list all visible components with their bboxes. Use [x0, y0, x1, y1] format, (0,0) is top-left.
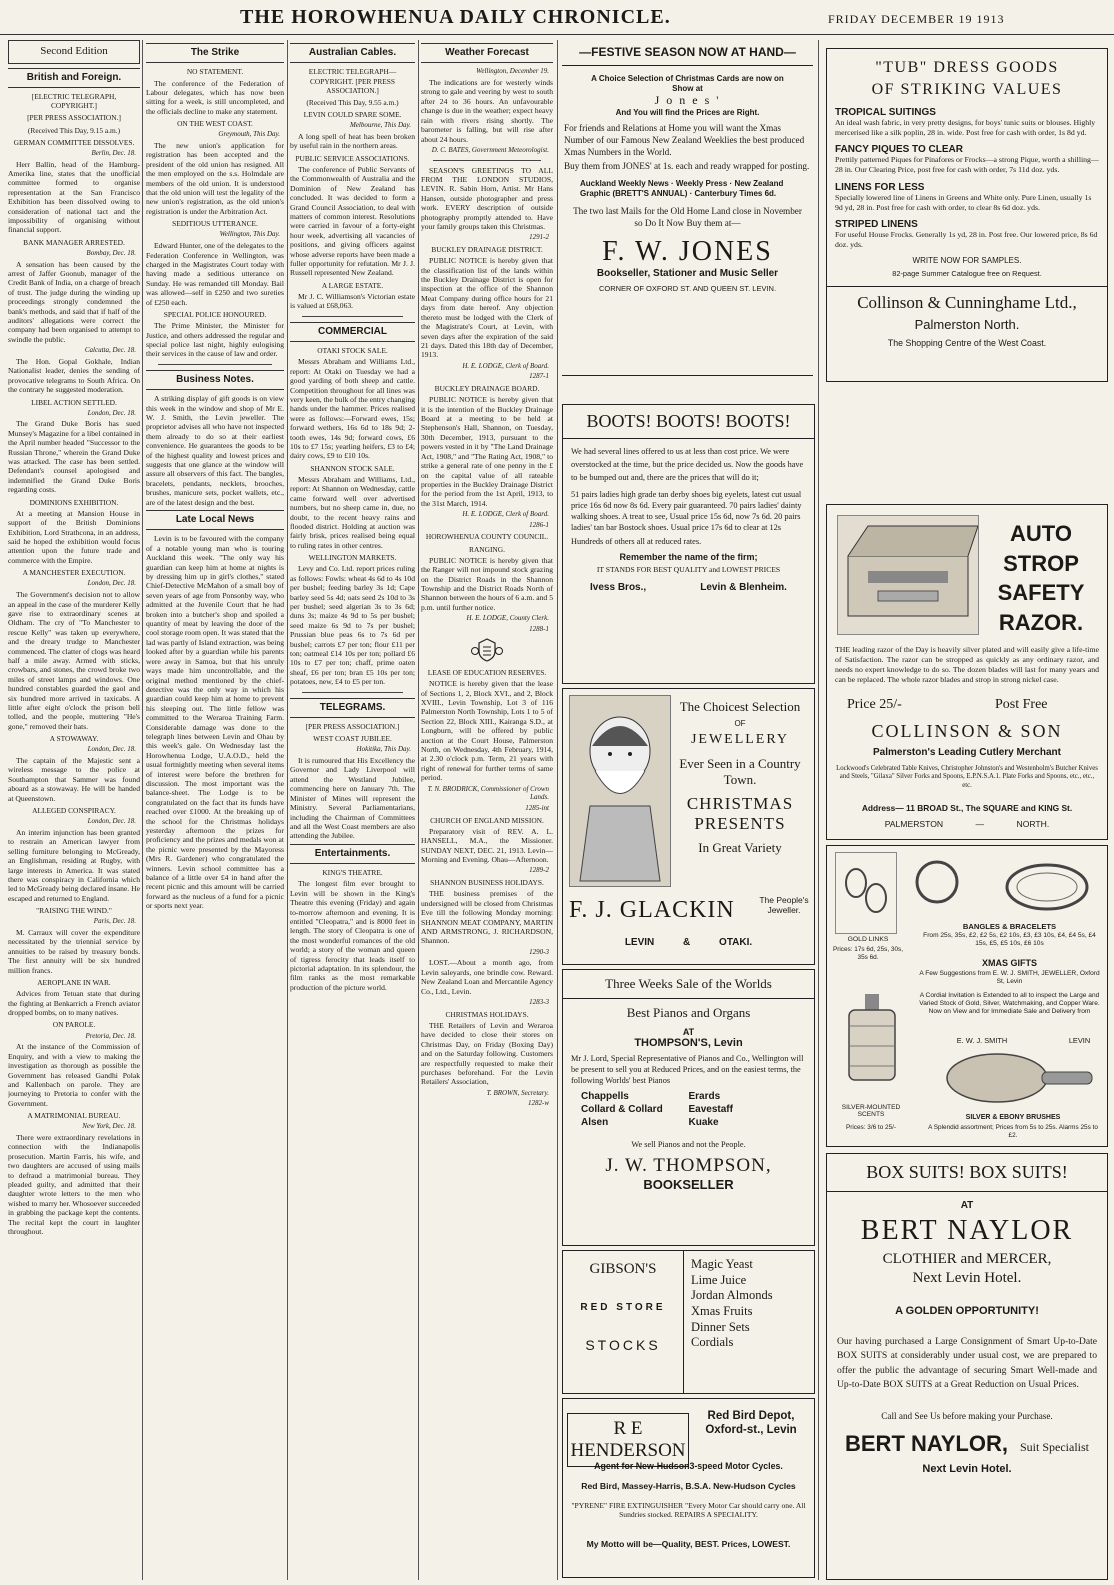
- ad-shop-name: E. W. J. SMITH: [956, 1036, 1008, 1045]
- notice-title: BUCKLEY DRAINAGE DISTRICT.: [431, 245, 543, 255]
- ad-paragraph: THE leading razor of the Day is heavily silver plated and will easily give a life-time of Satisfaction. The razor can be stropped as quickly as any ordinary razor, and needs no expert knowledge to do so. The dozen blades will last for many years and can be replaced. The whole razor blades and strop in strong nickel case.: [835, 645, 1099, 685]
- item-text: Advices from Tetuan state that during the fighting at Benkarrich a French aviator dropped bombs, on to many natives.: [8, 989, 140, 1018]
- item-place: Wellington, This Day.: [219, 230, 280, 239]
- ad-item-title: LINENS FOR LESS: [835, 181, 925, 193]
- item-title: PUBLIC SERVICE ASSOCIATIONS.: [295, 153, 410, 163]
- item-text: M. Carraux will cover the expenditure necessitated by the triennial service by annuities to be raised by treasury bonds. The first annuity will be six hundred million francs.: [8, 928, 140, 975]
- ad-heading: BOOTS! BOOTS! BOOTS!: [563, 405, 814, 439]
- section-heading: Entertainments.: [290, 844, 415, 864]
- ad-paragraph: 51 pairs ladies high grade tan derby shoes big eyelets, latest cut usual price 16s 6d now 8s 6d. Every pair guaranteed. 70 pairs ladies' dainty walking shoes. A treat to see, Usual price 15s 6d, now 7s 6d. 20 pairs ladies' tan bar Bostock shoes. Usual price 17s 6d to clear at 12s: [571, 489, 802, 533]
- notice-ref: 1285-int: [525, 803, 549, 812]
- section-heading: TELEGRAMS.: [290, 698, 415, 718]
- notice-text: PUBLIC NOTICE is hereby given that the classification list of the lands within the Buckley Drainage District is open for inspection at the office of the Shannon Meat Company during office hours for 21 days from date hereof. Any objection thereto must be lodged with the Clerk of the Magistrate's Court, at Levin, with seven days after the expiration of the said 21 days. Dated this 18th day of December, 1913.: [421, 256, 553, 360]
- ad-line: Next Levin Hotel.: [922, 1462, 1012, 1475]
- divider: [302, 316, 403, 317]
- piano-brand: Chappells: [581, 1091, 629, 1103]
- ad-item-title: STRIPED LINENS: [835, 218, 918, 230]
- ad-paragraph: Mr J. Lord, Special Representative of Pianos and Co., Wellington will be present to sell you at Reduced Prices, and on the easiest terms, the following Worlds' best Pianos: [571, 1054, 804, 1085]
- notice-ref: 1290-3: [529, 947, 549, 956]
- ad-towns: LEVIN & OTAKI.: [624, 937, 753, 948]
- ad-item-text: Specially lowered line of Linens in Greens and White only. Pure Linen, usually 1s 9d yd, 28 in. Post free for cash with order, to clear 8s 6d doz. yds.: [835, 192, 1092, 212]
- section-heading: The Strike: [146, 43, 284, 63]
- notice-text: PUBLIC NOTICE is hereby given that the Ranger will not impound stock grazing on the District Roads in the Shannon Township and the District Roads North of Shannon between the hours of 6 a.m. and 5 p.m. until further notice.: [421, 555, 553, 612]
- ad-line: THOMPSON'S, Levin: [634, 1037, 743, 1049]
- ad-festive-season-jones: [562, 40, 813, 376]
- notice-sign: H. E. LODGE, Clerk of Board.: [462, 361, 549, 370]
- edition-label: Second Edition: [8, 40, 140, 64]
- ad-glackin-jeweller: [562, 688, 815, 965]
- ad-henderson-cycles: [562, 1398, 815, 1578]
- ad-line: Ever Seen in a Country Town.: [679, 756, 801, 787]
- ad-shop-name: GIBSON'S: [589, 1261, 657, 1277]
- notice-text: NOTICE is hereby given that the lease of Sections 1, 2, Block XVI., and 2, Block XVIII., Levin Township, Lot 3 of 116 Palmerston North Township, Lots 1 to 5 of Section 22, Block XIII., Kairanga S.D., at Longburn, will be offered by public auction at the Court House, Palmerston North, on Wednesday, 4th February, 1914, at 2.30 o'clock p.m. Term, 21 years with right of renewal for further terms of same period.: [421, 679, 553, 783]
- coat-of-arms-icon: [421, 637, 553, 665]
- item-place: London, Dec. 18.: [87, 817, 136, 826]
- notice-text: LOST.—About a month ago, from Levin saleyards, one brindle cow. Reward. New Zealand Loan and Mercantile Agency Co., Ltd., Levin.: [421, 958, 553, 996]
- ad-paragraph: We had several lines offered to us at less than cost price. We were overstocked at the time, but the price decided us. Now the goods have to be bumped out and, there are the prices that will do it;: [571, 447, 804, 482]
- item-title: KING'S THEATRE.: [322, 868, 383, 878]
- ad-line: 82-page Summer Catalogue free on Request.: [892, 269, 1042, 278]
- notice-title: LEASE OF EDUCATION RESERVES.: [427, 668, 547, 677]
- stock-item: Lime Juice: [691, 1272, 747, 1287]
- ad-line: Best Pianos and Organs: [626, 1005, 751, 1020]
- notice-ref: 1291-2: [529, 233, 549, 242]
- received-line: (Received This Day, 9.15 a.m.): [27, 125, 121, 135]
- divider: [433, 160, 541, 161]
- item-place: London, Dec. 18.: [87, 745, 136, 754]
- item-text: The longest film ever brought to Levin will be shown in the King's Theatre this evening (Friday) and again to-morrow afternoon and evening. It is entitled "Cleopatra," and is 8000 feet in length. The story of Cleopatra is one of the most wonderful romances of the old world; a story of the woman and queen of tigress ferocity that leads itself to pictorial adaptation. In its splendour, the film ranks as the most remarkable production of the picture world.: [290, 879, 415, 992]
- item-title: A LARGE ESTATE.: [321, 280, 384, 290]
- item-text: The conference of Public Servants of the Commonwealth of Australia and the Dominion of New Zealand has concluded. It was decided to form a Grand Council Association, to deal with matters of common interest. Resolutions were carried in favour of a forty-eight hour week, advertising all vacancies of positions, and giving officers against whose adverse reports have been made a fuller opportunity for refutation. Mr J. J. Russell represented New Zealand.: [290, 164, 415, 278]
- ad-paragraph: The two last Mails for the Old Home Land close in November so Do It Now Buy them at—: [573, 205, 802, 228]
- credit-line: [PER PRESS ASSOCIATION.]: [27, 113, 121, 123]
- ad-firm: Ivess Bros.,: [590, 582, 647, 594]
- ad-heading: RAZOR.: [998, 610, 1084, 636]
- item-text: The new union's application for registration has been accepted and the president of the old union has resigned. All the men employed on the s.s. Holmdale are members of the old union. It is understood that the old union will test the legality of the new union's registration, as the old union's registration is under the Arbitration Act.: [146, 141, 284, 216]
- ad-line: In Great Variety: [698, 840, 782, 855]
- item-title: NO STATEMENT.: [186, 67, 244, 77]
- ad-line: Post Free: [995, 697, 1048, 712]
- ad-paragraph: For friends and Relations at Home you will want the Xmas Number of our Famous New Zealand Weeklies the best produced Xmas Numbers in the World.: [564, 123, 805, 158]
- item-title: SEDITIOUS UTTERANCE.: [172, 219, 258, 229]
- ad-shop-name: R E HENDERSON: [567, 1413, 689, 1467]
- ad-line: My Motto will be—Quality, BEST. Prices, LOWEST.: [586, 1539, 791, 1549]
- item-text: The Prime Minister, the Minister for Justice, and others addressed the regular and special police last night, highly eulogising their services in the cause of law and order.: [146, 321, 284, 359]
- ad-item-text: Prettily patterned Piques for Pinafores or Frocks—a strong Pique, worth a shilling—28 in. Our Clearing Price, post free for cash with order, 7s 11d doz. yds.: [835, 155, 1099, 175]
- santa-illustration: [569, 695, 671, 887]
- item-text: At the instance of the Commission of Enquiry, and with a view to making the investigation as thorough as possible the Government has released Gandhi Polak and Kallenbach on parole. They are journeying to Pretoria to confer with the Government.: [8, 1042, 140, 1108]
- item-text: A long spell of heat has been broken by useful rain in the northern areas.: [290, 131, 415, 151]
- ad-heading: OF STRIKING VALUES: [871, 81, 1063, 98]
- ad-line: A GOLDEN OPPORTUNITY!: [895, 1305, 1039, 1317]
- ad-auto-strop-razor: [826, 504, 1108, 840]
- ad-heading: SAFETY: [997, 580, 1085, 606]
- ad-item-text: A Few Suggestions from E. W. J. SMITH, JEWELLER, Oxford St, Levin: [919, 970, 1100, 986]
- ad-smith-xmas-gifts: [826, 845, 1108, 1147]
- item-text: A sensation has been caused by the arrest of Jaffer Goonub, manager of the Credit Bank of India, on a charge of breach of trust. The judge during the winding up proceedings strongly condemned the bank's methods, and said that if half of the auditors' allegations were correct the company had been organised to attempt to swindle the public.: [8, 259, 140, 344]
- item-place: Berlin, Dec. 18.: [91, 148, 136, 157]
- ad-price: Price 25/-: [847, 697, 902, 712]
- ad-tub-dress-goods: [826, 48, 1108, 382]
- item-title: A STOWAWAY.: [49, 734, 99, 744]
- credit-line: [ELECTRIC TELEGRAPH, COPYRIGHT.]: [31, 92, 117, 111]
- notice-title: BUCKLEY DRAINAGE BOARD.: [434, 384, 540, 394]
- ad-item-title: SILVER-MOUNTED SCENTS: [841, 1104, 901, 1118]
- ad-line: JEWELLERY: [690, 732, 790, 747]
- ad-item-title: BANGLES & BRACELETS: [962, 922, 1057, 931]
- item-place: New York, Dec. 18.: [82, 1122, 136, 1131]
- item-text: Herr Ballin, head of the Hamburg-Amerika line, states that the unofficial committee formed to organise representation at the San Francisco Exhibition has been dissolved owing to consideration of national tact and the impossibility of organising without financial support.: [8, 159, 140, 235]
- notice-text: SEASON'S GREETINGS TO ALL FROM THE LONDON STUDIOS, LEVIN. R. Sabin Horn, Artist. Mr Hans Hansen, outside photographer and press work. EVERY description of outside photography promptly attended to. Have your family groups taken this Christmas.: [421, 165, 553, 232]
- ad-tag: The People's Jeweller.: [759, 895, 809, 915]
- item-text: The conference of the Federation of Labour delegates, which has now been sitting for a week, is still uncompleted, and the officials decline to make any statement.: [146, 78, 284, 116]
- item-place: Hokitika, This Day.: [356, 745, 411, 754]
- ad-firm: COLLINSON & SON: [871, 721, 1063, 741]
- item-sign: D. C. BATES, Government Meteorologist.: [431, 145, 549, 154]
- item-title: "RAISING THE WIND.": [36, 906, 112, 916]
- issue-date: FRIDAY DECEMBER 19 1913: [828, 12, 1005, 26]
- razor-case-icon: [837, 515, 979, 635]
- section-heading: COMMERCIAL: [290, 322, 415, 342]
- ad-item-title: GOLD LINKS: [847, 936, 889, 943]
- notice-ref: 1287-1: [529, 372, 549, 381]
- item-text: The Grand Duke Boris has sued Munsey's Magazine for a libel contained in the April number headed "Successor to the Russian Throne," wherein the Grand Duke was attacked. The case has been settled. Defendant's counsel apologised and indemnified the Grand Duke Boris regarding costs.: [8, 419, 140, 495]
- column-british-foreign: [8, 40, 140, 1580]
- ad-line: AT: [960, 1200, 974, 1211]
- ad-item-text: From 25s, 35s, £2, £2 5s, £2 10s, £3, £3 10s, £4, £4 5s, £4 15s, £5, £5 10s, £6 10s: [923, 932, 1096, 948]
- ad-line: Red Bird, Massey-Harris, B.S.A. New-Hudson Cycles: [581, 1481, 796, 1491]
- ad-line: OF: [734, 719, 746, 728]
- ad-trade: BOOKSELLER: [643, 1177, 734, 1193]
- stock-item: Cordials: [691, 1335, 734, 1350]
- ad-heading: BOX SUITS! BOX SUITS!: [827, 1154, 1107, 1192]
- section-heading: British and Foreign.: [8, 68, 140, 88]
- ad-line: The Choicest Selection: [679, 699, 801, 714]
- notice-text: PUBLIC NOTICE is hereby given that it is the intention of the Buckley Drainage Board at a meeting to be held at Stephenson's Hall, Shannon, on Tuesday, 30th December, 1913, pursuant to the powers vested in it by "The Land Drainage Act, 1908," and "The Rating Act, 1908," to strike a general rate of one penny in the £ on the capital value of all rateable properties in the Buckley Drainage District for the period from the 1st April, 1913, to the 31st March, 1914.: [421, 395, 553, 508]
- item-text: Mr J. C. Williamson's Victorian estate is valued at £68,063.: [290, 291, 415, 311]
- piano-brand: Kuake: [688, 1117, 719, 1129]
- item-title: OTAKI STOCK SALE.: [317, 346, 388, 356]
- credit-line: ELECTRIC TELEGRAPH—COPYRIGHT. [PER PRESS ASSOCIATION.]: [308, 67, 397, 95]
- section-heading: Australian Cables.: [290, 43, 415, 63]
- item-title: LIBEL ACTION SETTLED.: [31, 397, 117, 407]
- item-text: Levin is to be favoured with the company of a notable young man who is touring Auckland this week. "The only way his guardian can keep him at home at nights is by dressing him up in girl's clothes," stated Chief-Detective McMahon of a small boy of seven years of age from Ponsonby way, who admitted at the Juvenile Court that he had broken into a butcher's shop and spoiled a quantity of meat by leaving the door of the cool storage room open. It was stated that the lad was partly of Island extraction, was being looked after by a guardian while his parents were away in Samoa, but that his unruly ways made him uncontrollable, and the original method mentioned by the chief-detective was the only way in which his guardian could keep him at home to prevent his sleeping out. The little fellow was committed to the Weraroa Training Farm. Considerable damage was done to the telegraph lines between Levin and Ohau by this week's gale. On Wednesday last the Horowhenua Lodge, U.A.O.D., held the usual fortnightly meeting when several items of interest were before the brethren for discussion. The most important was the balance-sheet. The Lodge is to be congratulated on the fact that its funds have reached over £1000. At the breaking up of the school for the Christmas holidays yesterday afternoon the prizes for proficiency and the prizes and medals won at the picnic were presented by the Mayoress (Mrs R. Gardener) who congratulated the winners. Levin school committee has a balance of a little over £4 in hand after the recent picnic and this amount will be carried forward as the nucleus of a fund for a picnic or sports next year.: [146, 534, 284, 911]
- gold-links-icon: [835, 852, 897, 934]
- column-rule: [142, 40, 143, 1580]
- ad-line: A Choice Selection of Christmas Cards are now on Show at: [591, 74, 784, 93]
- ad-shop-name: F. W. JONES: [602, 235, 773, 267]
- ad-gibsons-red-store: [562, 1250, 815, 1394]
- notice-text: Preparatory visit of REV. A. L. HANSELL, M.A., the Missioner. SUNDAY NEXT, DEC. 21, 1913. Levin—Morning and Evening. Ohau—Afternoon.: [421, 826, 553, 865]
- column-weather-notices: [421, 40, 553, 1580]
- notice-ref: 1289-2: [529, 866, 549, 875]
- notice-title: CHURCH OF ENGLAND MISSION.: [430, 815, 544, 825]
- item-place: Wellington, December 19.: [476, 67, 549, 76]
- ad-trade: CLOTHIER and MERCER,: [882, 1251, 1052, 1267]
- stock-item: Dinner Sets: [691, 1319, 750, 1334]
- item-title: A MATRIMONIAL BUREAU.: [27, 1111, 121, 1121]
- ad-line: "PYRENE" FIRE EXTINGUISHER "Every Motor Car should carry one. All Sundries stocked. REPAIRS A SPECIALITY.: [571, 1501, 806, 1520]
- ad-trade: Bookseller, Stationer and Music Seller: [596, 267, 779, 279]
- ad-heading: —FESTIVE SEASON NOW AT HAND—: [562, 40, 813, 66]
- item-title: ON PAROLE.: [52, 1020, 96, 1030]
- ad-line: CHRISTMAS: [686, 794, 794, 813]
- received-line: (Received This Day, 9.55 a.m.): [306, 97, 399, 107]
- ad-line: And You will find the Prices are Right.: [615, 108, 760, 118]
- section-heading: Weather Forecast: [421, 43, 553, 63]
- ad-town: Palmerston North.: [914, 317, 1020, 332]
- item-text: The Government's decision not to allow an appeal in the case of the murderer Kelly gave rise to extraordinary scenes at Oldham. The cry of "To Manchester to rescue Kelly" was taken up everywhere, and the dreary trudge to Manchester commenced. The clatter of clogs was heard half a mile away. Armed with sticks, crowbars, and stones, the crowd broke two miles of street lamps and windows. One hundred constables guarded the gaol and six hundred more arrived in taxicabs. A little after eight o'clock the prison bell tolled, and the people, muttering "He's gone," removed their hats.: [8, 590, 140, 731]
- ad-line: RED STORE: [580, 1302, 666, 1313]
- item-text: At a meeting at Mansion House in support of the British Dominions Exhibition, Lord Strathcona, in an address, said he hoped the exhibition would focus attention upon the future trade and commerce with the Empire.: [8, 508, 140, 565]
- notice-title: SHANNON BUSINESS HOLIDAYS.: [430, 878, 544, 888]
- column-strike-news: [146, 40, 284, 1580]
- item-title: SPECIAL POLICE HONOURED.: [163, 309, 267, 319]
- item-place: Paris, Dec. 18.: [93, 917, 136, 926]
- item-text: It is rumoured that His Excellency the Governor and Lady Liverpool will attend the Westland Jubilee, commencing here on January 7th. The Minister of Mines will represent the Ministry. Several Parliamentarians, including the Chairman of Committees and all the West Coast members are also attending the Jubilee.: [290, 756, 415, 841]
- item-title: ALLEGED CONSPIRACY.: [32, 806, 116, 816]
- ad-boots-ivess: [562, 404, 815, 684]
- ad-line: We sell Pianos and not the People.: [631, 1140, 746, 1150]
- column-rule: [287, 40, 288, 1580]
- item-text: Levy and Co. Ltd. report prices ruling as follows: Fowls: wheat 4s 6d to 4s 10d per bushel; feeding barley 3s 1d; Cape barley seed 5s 4d; oats seed 2s 10d to 3s per bushel; seed algerian 3s to 3s 6d; duns 3s; maize 4s 9d to 5s per bushel; seed maize 6s 9d to 7s per bushel; Prussian blue peas 6s to 7s 6d per bushel; carrots £7 per ton; flour £11 per ton; oatmeal £14 10s per ton; pollard £6 10s to £7 per ton; chaff, prime oaten sheaf, £6 per ton; bran £5 10s per ton; potatoes, new, £4 to £5 per ton.: [290, 564, 415, 687]
- ad-shop-name: J. W. THOMPSON,: [605, 1155, 772, 1177]
- item-title: BANK MANAGER ARRESTED.: [23, 237, 125, 247]
- notice-ref: 1283-3: [529, 998, 549, 1007]
- ad-town: PALMERSTON — NORTH.: [884, 819, 1050, 829]
- item-text: There were extraordinary revelations in connection with the Indianapolis prosecution. Martin Farris, his wife, and two daughters are accused of using mails to defraud a matrimonial bureau. They pleaded guilty, and admitted that their daughter wrote letters to the men who wished to marry her. Whosoever succeeded in grabbing the package kept the contents. The recital kept the court in laughter throughout.: [8, 1133, 140, 1237]
- ad-line: J o n e s ': [654, 93, 721, 108]
- item-title: LEVIN COULD SPARE SOME.: [303, 110, 402, 120]
- ad-line: AT: [682, 1027, 695, 1037]
- ad-shop-name: BERT NAYLOR: [860, 1215, 1074, 1246]
- ad-address: Address— 11 BROAD St., The SQUARE and KING St.: [861, 803, 1073, 813]
- ad-line: STOCKS: [585, 1337, 661, 1353]
- ad-item-text: For useful House Frocks. Generally 1s yd, 28 in. Post free. Our lowered price, 8s 6d doz. yds.: [835, 229, 1098, 249]
- ad-paragraph: Lockwood's Celebrated Table Knives, Christopher Johnston's and Westenholm's Butcher Knives and Steels, "Gilaxa" Silver Forks and Spoons, E.P.N.S.A.1. Plate Forks and Spoons, etc., etc., etc.: [836, 765, 1098, 789]
- ad-address: CORNER OF OXFORD ST. AND QUEEN ST. LEVIN.: [598, 283, 777, 293]
- item-title: GERMAN COMMITTEE DISSOLVES.: [13, 137, 135, 147]
- ad-paper-list: Auckland Weekly News · Weekly Press · New Zealand Graphic (BRETT'S ANNUAL) · Canterbury Times 6d.: [580, 179, 784, 199]
- item-text: The captain of the Majestic sent a wireless message to the police at Southampton that Sammer was found aboard as a stowaway. He will be handed at Queenstown.: [8, 756, 140, 803]
- item-text: A striking display of gift goods is on view this week in the window and shop of Mr E. W. J. Smith, the Levin jeweller. The proprietor advises all who have not inspected them already to do so at their earliest convenience. He guarantees the goods to be of the highest quality and lowest prices and suggests that one glance at the window will assure all observers of this fact. The bangles, bracelets, pendants, necklets, brooches, brushes, manicure sets, pocket wallets, etc., are of the latest design and the best.: [146, 394, 284, 507]
- ad-line: Three Weeks Sale of the Worlds: [563, 970, 814, 999]
- notice-ref: 1282-w: [528, 1099, 549, 1108]
- ad-heading: "TUB" DRESS GOODS: [875, 59, 1059, 76]
- ad-tag: Palmerston's Leading Cutlery Merchant: [873, 747, 1061, 758]
- notice-sign: H. E. LODGE, Clerk of Board.: [462, 510, 549, 519]
- ad-item-text: A Cordial Invitation is Extended to all to inspect the Large and Varied Stock of Gold, Silver, Watchmaking, and Copper Ware. Now on View and for Immediate Sale and Delivery from: [919, 992, 1100, 1016]
- ad-item-title: SILVER & EBONY BRUSHES: [965, 1114, 1061, 1121]
- item-place: Greymouth, This Day.: [218, 130, 280, 139]
- ad-line: PRESENTS: [694, 814, 786, 833]
- ad-line: WRITE NOW FOR SAMPLES.: [912, 256, 1022, 265]
- item-title: AEROPLANE IN WAR.: [37, 978, 111, 988]
- ad-tag: The Shopping Centre of the West Coast.: [887, 338, 1047, 348]
- ad-towns: Levin & Blenheim.: [700, 582, 787, 594]
- newspaper-title: THE HOROWHENUA DAILY CHRONICLE.: [240, 6, 671, 28]
- notice-text: THE business premises of the undersigned will be closed from Christmas Eve till the following Monday morning: SHANNON MEAT COMPANY, MARTIN AND ARMSTRONG, J. RICHARDSON, Shannon.: [421, 889, 553, 946]
- ad-line: Next Levin Hotel.: [912, 1270, 1022, 1286]
- item-title: ON THE WEST COAST.: [177, 119, 253, 129]
- ad-line: Call and See Us before making your Purchase.: [881, 1410, 1053, 1421]
- ad-paragraph: Buy them from JONES' at 1s. each and ready wrapped for posting.: [564, 161, 810, 172]
- stock-item: Xmas Fruits: [691, 1303, 753, 1318]
- scent-bottle-icon: [837, 986, 907, 1096]
- piano-brand: Collard & Collard: [581, 1104, 663, 1116]
- ad-line: IT STANDS FOR BEST QUALITY and LOWEST PRICES: [596, 565, 781, 575]
- credit-line: [PER PRESS ASSOCIATION.]: [305, 722, 400, 732]
- ad-item-text: Prices: 3/6 to 25/-: [845, 1124, 897, 1131]
- ad-heading: XMAS GIFTS: [981, 958, 1037, 968]
- ad-item-title: FANCY PIQUES TO CLEAR: [835, 144, 963, 156]
- column-rule: [557, 40, 558, 1580]
- item-text: Messrs Abraham and Williams Ltd., report: At Otaki on Tuesday we had a good yarding of both sheep and cattle. Competition throughout for all lines was very keen, the bulk of the entry changing hands under the hammer. Prices realised were as follows:—Forward ewes, 15s; forward wethers, 16s 6d to 18s 9d; 2-tooth ewes, 14s 9d; forward cows, £6 10s to £7 15s; yearling heifers, £3 to £4; dairy cows, £9 to £10 10s.: [290, 357, 415, 461]
- hair-brush-icon: [937, 1046, 1097, 1112]
- item-place: London, Dec. 18.: [87, 579, 136, 588]
- ad-shop-name: BERT NAYLOR,: [845, 1430, 1008, 1456]
- ad-heading: AUTO STROP: [1003, 521, 1079, 576]
- column-australian-cables: [290, 40, 415, 1580]
- notice-sign: T. N. BRODRICK, Commissioner of Crown Lands.: [427, 784, 549, 802]
- ad-item-text: A Splendid assortment; Prices from 5s to 25s. Alarms 25s to £2.: [928, 1124, 1098, 1139]
- piano-brand: Alsen: [581, 1117, 609, 1129]
- column-rule: [818, 40, 819, 1580]
- item-title: WEST COAST JUBILEE.: [313, 734, 392, 744]
- item-title: SHANNON STOCK SALE.: [310, 463, 395, 473]
- item-place: Pretoria, Dec. 18.: [85, 1031, 136, 1040]
- ad-thompson-pianos: [562, 969, 815, 1246]
- item-title: A MANCHESTER EXECUTION.: [22, 568, 126, 578]
- notice-ref: 1288-1: [529, 624, 549, 633]
- ad-town: LEVIN: [1068, 1036, 1091, 1045]
- item-title: WELLINGTON MARKETS.: [308, 553, 397, 563]
- item-place: Calcutta, Dec. 18.: [84, 346, 136, 355]
- ad-line: Remember the name of the firm;: [619, 552, 758, 563]
- ad-firm: Collinson & Cunninghame Ltd.,: [827, 286, 1107, 313]
- ad-line: Agent for New-Hudson3-speed Motor Cycles.: [594, 1461, 783, 1471]
- notice-title: HOROWHENUA COUNTY COUNCIL.: [425, 532, 549, 542]
- ad-paragraph: Our having purchased a Large Consignment of Smart Up-to-Date BOX SUITS at considerably under usual cost, we are prepared to offer the public the advantage of securing Smart Well-made and Up-to-Date BOX SUITS at a Great Reduction on Usual Prices.: [837, 1336, 1097, 1391]
- item-text: The indications are for westerly winds strong to gale and veering by west to south after 24 to 36 hours. An unfavourable change is due in the weather; expect heavy rain with rivers rising shortly. The barometer is falling, but will rise after about 24 hours.: [421, 78, 553, 144]
- item-text: The Hon. Gopal Gokhale, Indian Nationalist leader, denies the sending of provocative telegrams to South Africa. On the contrary he suggested moderation.: [8, 356, 140, 395]
- divider: [302, 692, 403, 693]
- item-place: London, Dec. 18.: [87, 408, 136, 417]
- stock-item: Jordan Almonds: [691, 1288, 773, 1303]
- ad-item-text: Prices: 17s 6d, 25s, 30s, 35s 6d.: [833, 946, 903, 961]
- item-place: Melbourne, This Day.: [349, 121, 411, 130]
- stock-item: Magic Yeast: [691, 1257, 753, 1271]
- item-title: DOMINIONS EXHIBITION.: [29, 497, 119, 507]
- notice-text: THE Retailers of Levin and Weraroa have decided to close their stores on Christmas Day, on Friday (Boxing Day) and on the Saturday following. Customers are respectfully requested to make their purchases beforehand. For the Levin Retailers' Association,: [421, 1020, 553, 1087]
- bracelet-icon: [997, 852, 1097, 922]
- section-heading: Late Local News: [146, 510, 284, 530]
- ad-paragraph: Hundreds of others all at reduced rates.: [571, 537, 702, 547]
- item-text: An interim injunction has been granted to restrain an American lawyer from selling furniture belonging to McGready, an Englishman, residing at Rugby, with large interests in America. It was stated there was conspiracy in California which led to McGready being declared insane. He escaped and returned to England.: [8, 827, 140, 903]
- column-rule: [418, 40, 419, 1580]
- divider: [158, 364, 272, 365]
- notice-ref: 1286-1: [529, 520, 549, 529]
- ad-item-text: An ideal wash fabric, in very pretty designs, for boys' tunic suits or blouses. Highly mercerised like a silk poplin, 28 in. wide. Post free for cash with order, 1s 8d yd.: [835, 118, 1096, 138]
- ad-line: Red Bird Depot, Oxford-st., Levin: [705, 1410, 797, 1437]
- ad-shop-name: F. J. GLACKIN: [569, 897, 735, 923]
- bangle-icon: [907, 852, 967, 912]
- masthead: [0, 0, 1114, 35]
- ad-bert-naylor: [826, 1153, 1108, 1580]
- notice-title: CHRISTMAS HOLIDAYS.: [445, 1009, 529, 1019]
- notice-sign: T. BROWN, Secretary.: [486, 1088, 549, 1097]
- notice-subtitle: RANGING.: [469, 544, 505, 554]
- ad-item-title: TROPICAL SUITINGS: [835, 107, 936, 118]
- item-text: Edward Hunter, one of the delegates to the Federation Conference in Wellington, was charged in the Magistrates Court today with having made a seditious utterance on Sunday. He was remanded till Monday. Bail was allowed—self in £250 and two sureties of £250 each.: [146, 241, 284, 307]
- item-text: Messrs Abraham and Williams, Ltd., report: At Shannon on Wednesday, cattle came forward well over advertised numbers, but no sheep came in, due, no doubt, to the recent heavy rains and flooded district. Holding at auction was fairly brisk, prices realised being equal to ruling rates in other centres.: [290, 474, 415, 550]
- section-heading: Business Notes.: [146, 370, 284, 390]
- ad-trade: Suit Specialist: [1019, 1439, 1089, 1454]
- notice-sign: H. E. LODGE, County Clerk.: [466, 614, 549, 623]
- item-place: Bombay, Dec. 18.: [86, 248, 136, 257]
- piano-brand: Eavestaff: [688, 1104, 733, 1116]
- piano-brand: Erards: [688, 1091, 721, 1103]
